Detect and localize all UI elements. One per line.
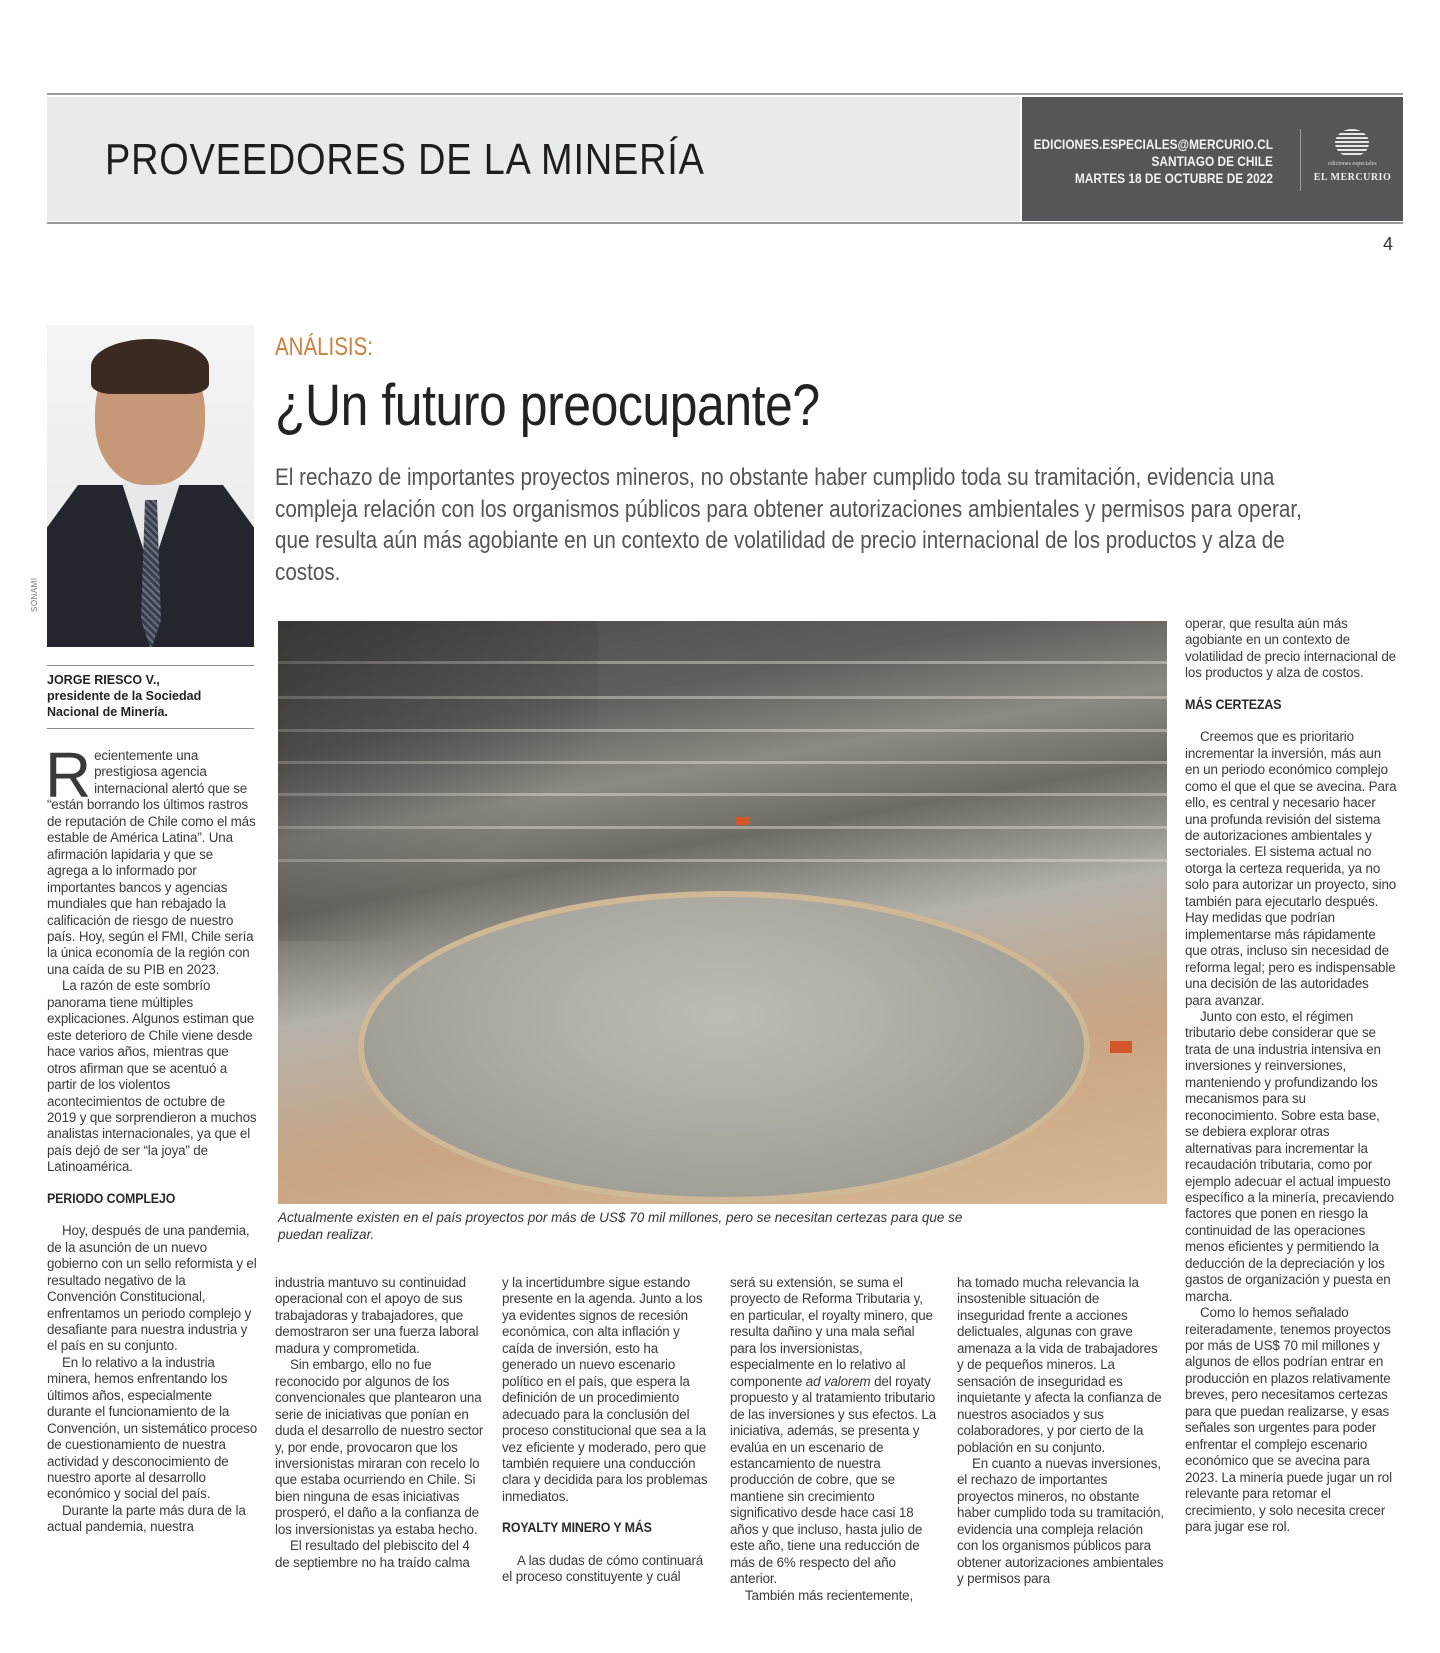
header-top-rule xyxy=(47,93,1403,95)
drop-cap: R xyxy=(45,739,92,811)
subhead-royalty: ROYALTY MINERO Y MÁS xyxy=(502,1520,652,1536)
article-column-5 xyxy=(957,1275,1167,1588)
paragraph: Sin embargo, ello no fue reconocido por algunos de los convencionales que plantearon una serie de iniciativas que ponían en duda el desarrollo de nuestro sector y, por ende, provocaron que los inversionistas miraran con recelo lo que estaba ocurriendo en Chile. Si bien ninguna de esas iniciativas prosperó, el daño a la confianza de los inversionistas ya estaba hecho. xyxy=(275,1357,484,1537)
paragraph: También más recientemente, xyxy=(745,1587,914,1603)
publication-date: MARTES 18 DE OCTUBRE DE 2022 xyxy=(1074,171,1273,186)
article-kicker: ANÁLISIS: xyxy=(275,333,373,361)
paragraph: A las dudas de cómo continuará el proceso constituyente y cuál xyxy=(502,1552,704,1585)
article-column-2 xyxy=(275,1275,485,1571)
paragraph: En lo relativo a la industria minera, hemos enfrentando los últimos años, especialmente durante el funcionamiento de la Convención, un sistemático proceso de cuestionamiento de nuestra actividad y desconocimiento de nuestro aporte al desarrollo económico y social del país. xyxy=(47,1354,258,1502)
author-name: JORGE RIESCO V., xyxy=(47,673,160,687)
paragraph: Como lo hemos señalado reiteradamente, tenemos proyectos por más de US$ 70 mil millones y algunos de ellos podrían entrar en producción en plazos relativamente breves, pero necesitamos certezas para que puedan realizarse, y esas señales son urgentes para poder enfrentar el complejo escenario económico que se avecina para 2023. La minería puede jugar un rol relevante para retomar el crecimiento, y solo necesita crecer para jugar ese rol. xyxy=(1185,1305,1392,1535)
article-column-1 xyxy=(45,739,258,1536)
paragraph-text: será su extensión, se suma el proyecto de Reforma Tributaria y, en particular, el royalty minero, que resulta dañino y una mala señal para los inversionistas, especialmente en lo relativo al componente xyxy=(730,1275,933,1389)
paragraph: El resultado del plebiscito del 4 de septiembre no ha traído calma xyxy=(275,1538,470,1570)
publication-info-box xyxy=(1022,97,1403,221)
article-column-6 xyxy=(1185,616,1397,1535)
paragraph-text: del royaty propuesto y al tratamiento tributario de las inversiones y sus efectos. La iniciativa, además, se presenta y evalúa en un escenario de estancamiento de nuestra producción de cobre, que se mantiene sin crecimiento significativo desde hace casi 18 años y que incluso, hasta julio de este año, tiene una reducción de más de 6% respecto del año anterior. xyxy=(730,1373,936,1587)
subhead-mas-certezas: MÁS CERTEZAS xyxy=(1185,696,1282,712)
paragraph: Junto con esto, el régimen tributario debe considerar que se trata de una industria intensiva en inversiones y reinversiones, manteniendo y profundizando los mecanismos para su reconocimiento. Sobre esta base, se debiera explorar otras alternativas para incrementar la recaudación tributaria, como por ejemplo adecuar el actual impuesto específico a la minería, precaviendo factores que ponen en riesgo la continuidad de las operaciones menos eficientes y permitiendo la deducción de la depreciación y los gastos de organización y puesta en marcha. xyxy=(1185,1008,1394,1304)
image-caption: Actualmente existen en el país proyectos por más de US$ 70 mil millones, pero se necesitan certezas para que se puedan realizar. xyxy=(278,1210,963,1242)
paragraph: Durante la parte más dura de la actual pandemia, nuestra xyxy=(47,1502,246,1535)
subhead-periodo-complejo: PERIODO COMPLEJO xyxy=(47,1190,176,1206)
paragraph: ha tomado mucha relevancia la insostenible situación de inseguridad frente a acciones delictuales, algunas con grave amenaza a la vida de trabajadores y de pequeños mineros. La sensación de inseguridad es inquietante y afecta la confianza de nuestros asociados y sus colaboradores, y por cierto de la población en su conjunto. xyxy=(957,1275,1162,1455)
truck xyxy=(1110,1041,1132,1053)
mine-photo xyxy=(278,621,1167,1204)
author-role: presidente de la Sociedad Nacional de Minería. xyxy=(47,689,202,719)
header-bottom-rule xyxy=(47,222,1403,224)
globe-logo-icon xyxy=(1335,129,1369,157)
section-title: PROVEEDORES DE LA MINERÍA xyxy=(105,135,705,184)
article-column-4 xyxy=(730,1275,940,1604)
article-headline: ¿Un futuro preocupante? xyxy=(275,373,820,438)
paragraph: operar, que resulta aún más agobiante en un contexto de volatilidad de precio internacional de los productos y alza de costos. xyxy=(1185,616,1396,681)
paragraph: En cuanto a nuevas inversiones, el rechazo de importantes proyectos mineros, no obstante haber cumplido toda su tramitación, evidencia una compleja relación con los organismos públicos para obtener autorizaciones ambientales y permisos para xyxy=(957,1455,1164,1587)
logo-subtitle: ediciones especiales xyxy=(1328,161,1377,167)
author-rule-bottom xyxy=(47,728,254,729)
truck xyxy=(736,817,750,825)
section-banner xyxy=(47,97,1020,221)
paragraph: Creemos que es prioritario incrementar la inversión, más aun en un periodo económico complejo como el que el que se avecina. Para ello, es central y necesario hacer una profunda revisión del sistema de autorizaciones ambientales y sectoriales. El sistema actual no otorga la certeza requerida, ya no solo para autorizar un proyecto, sino también para ejecutarlo después. Hay medidas que podrían implementarse más rápidamente que otras, incluso sin necesidad de reforma legal; pero es indispensable una decisión de las autoridades para avanzar. xyxy=(1185,729,1397,1008)
el-mercurio-logo xyxy=(1305,129,1400,193)
photo-credit: SONAMI xyxy=(30,577,39,612)
publication-contact xyxy=(1034,136,1273,187)
paragraph: Hoy, después de una pandemia, de la asunción de un nuevo gobierno con un sello reformista y el resultado negativo de la Convención Constitucional, enfrentamos un periodo complejo y desafiante para nuestra industria y el país en su conjunto. xyxy=(47,1223,257,1354)
article-deck: El rechazo de importantes proyectos mineros, no obstante haber cumplido toda su tramitación, evidencia una compleja relación con los organismos públicos para obtener autorizaciones ambientales y permisos para operar, que resulta aún más agobiante en un contexto de volatilidad de precio internacional de los productos y alza de costos. xyxy=(275,464,1302,586)
logo-wordmark: EL MERCURIO xyxy=(1313,172,1392,183)
page-number: 4 xyxy=(1382,234,1393,254)
pit-floor xyxy=(358,891,1090,1203)
paragraph-text: ecientemente una prestigiosa agencia internacional alertó que se “están borrando los últimos rastros de reputación de Chile como el más estable de América Latina”. Una afirmación lapidaria y que se agrega a lo informado por importantes bancos y agencias mundiales que han rebajado la calificación de riesgo de nuestro país. Hoy, según el FMI, Chile sería la única economía de la región con una caída de su PIB en 2023. xyxy=(47,748,256,977)
italic-term: ad valorem xyxy=(805,1373,871,1389)
divider xyxy=(1300,129,1301,191)
article-column-3 xyxy=(502,1275,712,1586)
author-rule-top xyxy=(47,665,254,666)
paragraph: La razón de este sombrío panorama tiene múltiples explicaciones. Algunos estiman que este deterioro de Chile viene desde hace varios años, mientras que otros afirman que se acentuó a partir de los violentos acontecimientos de octubre de 2019 y que sorprendieron a muchos analistas internacionales, ya que el país dejó de ser “la joya” de Latinoamérica. xyxy=(47,978,257,1175)
paragraph xyxy=(45,739,257,978)
contact-email[interactable]: EDICIONES.ESPECIALES@MERCURIO.CL xyxy=(1033,137,1273,152)
paragraph: industria mantuvo su continuidad operacional con el apoyo de sus trabajadoras y trabajadores, que demostraron ser una fuerza laboral madura y comprometida. xyxy=(275,1275,479,1356)
photo-shadow xyxy=(278,621,598,941)
author-byline xyxy=(47,672,254,720)
paragraph xyxy=(730,1275,940,1588)
photo-hair xyxy=(91,339,209,394)
paragraph: y la incertidumbre sigue estando presente en la agenda. Junto a los ya evidentes signos de recesión económica, con alta inflación y caída de inversión, esto ha generado un nuevo escenario político en el país, que espera la definición de un procedimiento adecuado para la conclusión del proceso constitucional que sea a la vez eficiente y moderado, pero que también requiere una conducción clara y decidida para los problemas inmediatos. xyxy=(502,1275,708,1504)
contact-city: SANTIAGO DE CHILE xyxy=(1151,154,1273,169)
author-photo xyxy=(47,325,254,647)
